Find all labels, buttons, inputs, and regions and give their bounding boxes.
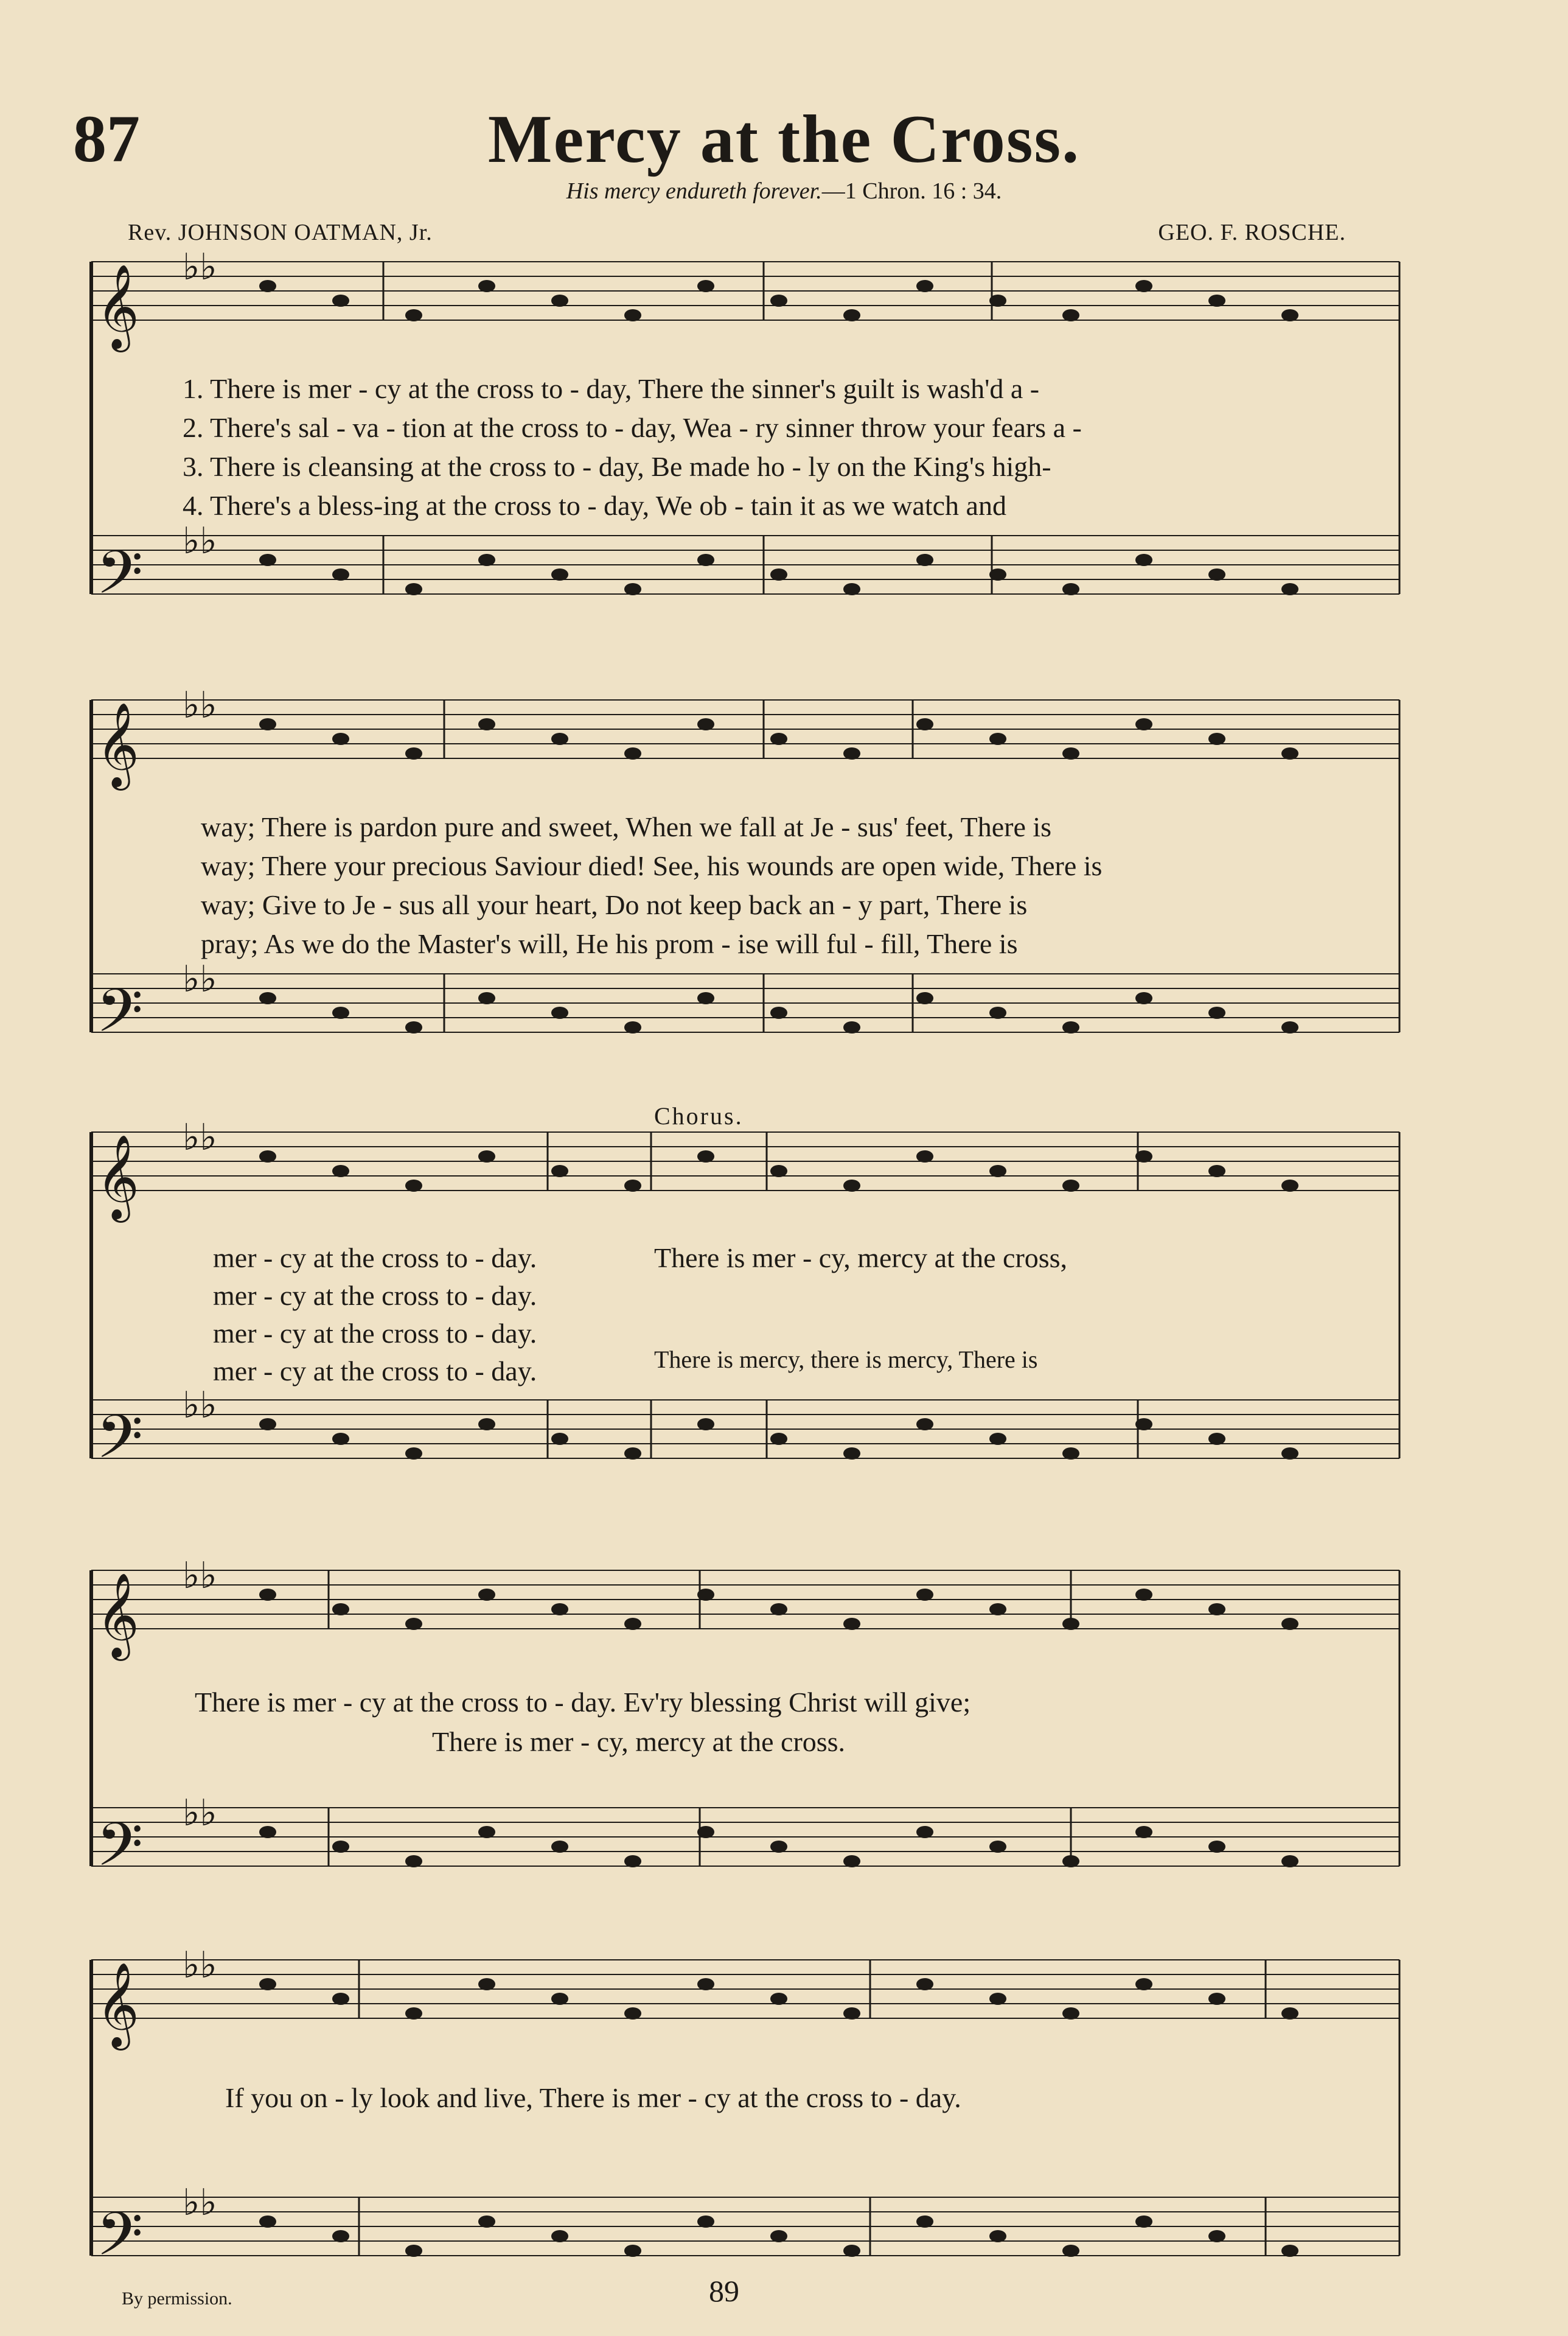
note-head: [259, 1589, 276, 1601]
note-head: [332, 1433, 349, 1445]
permission-note: By permission.: [122, 2289, 232, 2309]
note-head: [332, 1165, 349, 1177]
note-head: [1281, 747, 1298, 760]
note-head: [1281, 1618, 1298, 1630]
note-head: [478, 280, 495, 292]
music-symbol: 𝄢: [96, 1402, 144, 1487]
chorus-label: Chorus.: [654, 1102, 744, 1130]
note-head: [1281, 1021, 1298, 1033]
note-head: [916, 2215, 933, 2228]
note-head: [1135, 280, 1152, 292]
note-head: [989, 568, 1006, 581]
note-head: [259, 992, 276, 1004]
verse-line-2c: mer - cy at the cross to - day.: [213, 1280, 537, 1311]
note-head: [1208, 1993, 1225, 2005]
note-head: [259, 1978, 276, 1990]
note-head: [1281, 1180, 1298, 1192]
note-head: [624, 1021, 641, 1033]
note-head: [989, 1841, 1006, 1853]
note-head: [332, 568, 349, 581]
music-symbol: ♭♭: [183, 1943, 217, 1987]
note-head: [697, 280, 714, 292]
verse-line-2b: way; There your precious Saviour died! See, his wounds are open wide, There is: [201, 850, 1103, 881]
note-head: [989, 1165, 1006, 1177]
note-head: [551, 2230, 568, 2242]
note-head: [405, 1855, 422, 1867]
note-head: [697, 2215, 714, 2228]
verse-line-1c: mer - cy at the cross to - day.: [213, 1242, 537, 1273]
note-head: [843, 309, 860, 321]
music-symbol: 𝄢: [96, 2200, 144, 2284]
note-head: [916, 1978, 933, 1990]
chorus-soprano-line-2: There is mer - cy at the cross to - day. Ev'ry blessing Christ will give;: [195, 1687, 971, 1718]
note-head: [989, 1433, 1006, 1445]
music-symbol: ♭♭: [183, 1383, 217, 1427]
music-symbol: 𝄞: [96, 1135, 139, 1219]
note-head: [1208, 733, 1225, 745]
note-head: [697, 992, 714, 1004]
note-head: [332, 1007, 349, 1019]
note-head: [259, 718, 276, 730]
note-head: [697, 1418, 714, 1430]
note-head: [1062, 1618, 1079, 1630]
note-head: [1135, 992, 1152, 1004]
note-head: [259, 1418, 276, 1430]
note-head: [1062, 2245, 1079, 2257]
note-head: [770, 1007, 787, 1019]
music-symbol: ♭♭: [183, 1554, 217, 1597]
verse-line-1a: 1. There is mer - cy at the cross to - day, There the sinner's guilt is wash'd a -: [183, 373, 1040, 404]
music-symbol: 𝄞: [96, 1962, 139, 2047]
note-head: [1135, 2215, 1152, 2228]
note-head: [916, 280, 933, 292]
note-head: [259, 2215, 276, 2228]
note-head: [1135, 1418, 1152, 1430]
note-head: [1281, 2007, 1298, 2020]
note-head: [405, 747, 422, 760]
note-head: [624, 309, 641, 321]
note-head: [332, 1993, 349, 2005]
note-head: [916, 718, 933, 730]
note-head: [989, 1993, 1006, 2005]
note-head: [916, 992, 933, 1004]
note-head: [1208, 1841, 1225, 1853]
note-head: [551, 1165, 568, 1177]
note-head: [1208, 1603, 1225, 1615]
note-head: [259, 280, 276, 292]
note-head: [332, 295, 349, 307]
note-head: [405, 1180, 422, 1192]
note-head: [697, 1150, 714, 1163]
note-head: [1062, 1855, 1079, 1867]
chorus-soprano-line-1: There is mer - cy, mercy at the cross,: [654, 1242, 1068, 1273]
note-head: [697, 1978, 714, 1990]
music-symbol: ♭♭: [183, 957, 217, 1001]
note-head: [624, 1447, 641, 1460]
note-head: [770, 2230, 787, 2242]
note-head: [989, 295, 1006, 307]
note-head: [843, 1447, 860, 1460]
verse-line-3c: mer - cy at the cross to - day.: [213, 1318, 537, 1349]
note-head: [1281, 1855, 1298, 1867]
verse-line-2a: 2. There's sal - va - tion at the cross to - day, Wea - ry sinner throw your fears a -: [183, 412, 1082, 443]
note-head: [1135, 1150, 1152, 1163]
note-head: [478, 1589, 495, 1601]
note-head: [1281, 1447, 1298, 1460]
verse-line-3b: way; Give to Je - sus all your heart, Do not keep back an - y part, There is: [201, 889, 1028, 920]
note-head: [1062, 583, 1079, 595]
note-head: [332, 733, 349, 745]
note-head: [405, 583, 422, 595]
note-head: [843, 2245, 860, 2257]
lyricist-credit: Rev. JOHNSON OATMAN, Jr.: [128, 220, 433, 245]
note-head: [551, 1603, 568, 1615]
note-head: [478, 1978, 495, 1990]
note-head: [405, 1447, 422, 1460]
note-head: [478, 992, 495, 1004]
music-symbol: ♭♭: [183, 519, 217, 562]
epigraph-text: His mercy endureth forever.: [566, 178, 822, 204]
note-head: [697, 554, 714, 566]
music-symbol: 𝄢: [96, 1810, 144, 1895]
note-head: [259, 1826, 276, 1838]
note-head: [989, 1007, 1006, 1019]
chorus-bass-line-2: There is mer - cy, mercy at the cross.: [432, 1726, 846, 1757]
note-head: [843, 583, 860, 595]
music-symbol: ♭♭: [183, 1116, 217, 1159]
note-head: [1208, 1433, 1225, 1445]
note-head: [478, 718, 495, 730]
note-head: [259, 554, 276, 566]
note-head: [989, 2230, 1006, 2242]
note-head: [843, 1855, 860, 1867]
music-symbol: ♭♭: [183, 684, 217, 727]
note-head: [1281, 2245, 1298, 2257]
chorus-bass-line-1: There is mercy, there is mercy, There is: [654, 1346, 1038, 1373]
note-head: [1208, 2230, 1225, 2242]
note-head: [551, 733, 568, 745]
note-head: [624, 1618, 641, 1630]
note-head: [843, 1180, 860, 1192]
hymn-title: Mercy at the Cross.: [487, 102, 1081, 177]
note-head: [624, 1855, 641, 1867]
note-head: [770, 1165, 787, 1177]
music-symbol: 𝄞: [96, 702, 139, 787]
note-head: [405, 309, 422, 321]
note-head: [1208, 1165, 1225, 1177]
note-head: [916, 1418, 933, 1430]
note-head: [770, 1841, 787, 1853]
note-head: [916, 1826, 933, 1838]
note-head: [551, 1007, 568, 1019]
note-head: [551, 568, 568, 581]
note-head: [1281, 583, 1298, 595]
music-symbol: 𝄞: [96, 1573, 139, 1657]
note-head: [770, 568, 787, 581]
note-head: [843, 2007, 860, 2020]
note-head: [624, 2007, 641, 2020]
music-symbol: 𝄢: [96, 538, 144, 623]
note-head: [1135, 718, 1152, 730]
note-head: [478, 1418, 495, 1430]
verse-line-4b: pray; As we do the Master's will, He his prom - ise will ful - fill, There is: [201, 928, 1018, 959]
note-head: [1135, 1826, 1152, 1838]
note-head: [843, 1618, 860, 1630]
note-head: [843, 747, 860, 760]
note-head: [332, 1841, 349, 1853]
note-head: [1062, 309, 1079, 321]
note-head: [624, 1180, 641, 1192]
note-head: [770, 1603, 787, 1615]
note-head: [624, 747, 641, 760]
note-head: [1062, 1021, 1079, 1033]
note-head: [332, 2230, 349, 2242]
note-head: [551, 1433, 568, 1445]
music-symbol: 𝄞: [96, 264, 139, 349]
note-head: [1208, 295, 1225, 307]
note-head: [405, 1021, 422, 1033]
page-number: 89: [709, 2274, 739, 2308]
note-head: [1135, 1589, 1152, 1601]
note-head: [697, 718, 714, 730]
music-symbol: ♭♭: [183, 245, 217, 289]
note-head: [405, 2007, 422, 2020]
note-head: [624, 2245, 641, 2257]
note-head: [624, 583, 641, 595]
note-head: [478, 554, 495, 566]
note-head: [916, 1589, 933, 1601]
note-head: [697, 1826, 714, 1838]
verse-line-1b: way; There is pardon pure and sweet, When we fall at Je - sus' feet, There is: [201, 811, 1052, 842]
note-head: [916, 554, 933, 566]
composer-credit: GEO. F. ROSCHE.: [1158, 220, 1346, 245]
note-head: [1208, 568, 1225, 581]
music-symbol: 𝄢: [96, 976, 144, 1061]
note-head: [478, 1826, 495, 1838]
note-head: [405, 1618, 422, 1630]
verse-line-4c: mer - cy at the cross to - day.: [213, 1355, 537, 1387]
note-head: [1062, 1447, 1079, 1460]
note-head: [1208, 1007, 1225, 1019]
note-head: [1062, 2007, 1079, 2020]
note-head: [770, 295, 787, 307]
note-head: [697, 1589, 714, 1601]
note-head: [478, 2215, 495, 2228]
note-head: [1135, 554, 1152, 566]
note-head: [770, 733, 787, 745]
music-symbol: ♭♭: [183, 1791, 217, 1834]
note-head: [843, 1021, 860, 1033]
note-head: [1135, 1978, 1152, 1990]
note-head: [332, 1603, 349, 1615]
verse-line-4a: 4. There's a bless-ing at the cross to - day, We ob - tain it as we watch and: [183, 490, 1006, 521]
note-head: [259, 1150, 276, 1163]
chorus-final-line: If you on - ly look and live, There is mer - cy at the cross to - day.: [225, 2082, 961, 2113]
music-symbol: ♭♭: [183, 2181, 217, 2224]
note-head: [478, 1150, 495, 1163]
note-head: [551, 1993, 568, 2005]
note-head: [1281, 309, 1298, 321]
note-head: [770, 1993, 787, 2005]
note-head: [770, 1433, 787, 1445]
hymn-number: 87: [73, 102, 140, 176]
note-head: [405, 2245, 422, 2257]
note-head: [989, 733, 1006, 745]
note-head: [989, 1603, 1006, 1615]
epigraph-reference: —1 Chron. 16 : 34.: [821, 178, 1002, 204]
verse-line-3a: 3. There is cleansing at the cross to - day, Be made ho - ly on the King's high-: [183, 451, 1051, 482]
note-head: [916, 1150, 933, 1163]
note-head: [551, 295, 568, 307]
note-head: [1062, 1180, 1079, 1192]
note-head: [1062, 747, 1079, 760]
note-head: [551, 1841, 568, 1853]
